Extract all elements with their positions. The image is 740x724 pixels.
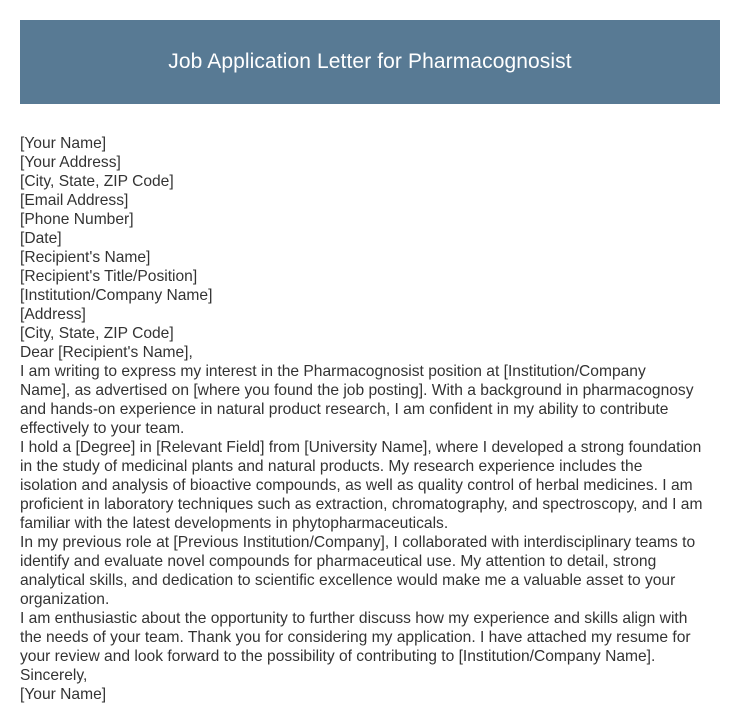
paragraph-line: effectively to your team. (20, 420, 185, 437)
paragraph-line: I am writing to express my interest in the Pharmacognosist position at [Institution/Company (20, 363, 646, 380)
page-title: Job Application Letter for Pharmacognosist (168, 50, 572, 73)
paragraph-line: and hands-on experience in natural product research, I am confident in my ability to contribute (20, 401, 669, 418)
sender-phone: [Phone Number] (20, 211, 134, 228)
sender-block (20, 134, 724, 248)
paragraph-line: your review and look forward to the possibility of contributing to [Institution/Company Name]. (20, 648, 656, 665)
recipient-title: [Recipient's Title/Position] (20, 268, 198, 285)
letter-date: [Date] (20, 230, 62, 247)
recipient-block (20, 248, 724, 343)
salutation: Dear [Recipient's Name], (20, 344, 193, 361)
letter-body (20, 134, 724, 704)
paragraph-line: analytical skills, and dedication to scientific excellence would make me a valuable asset to your (20, 572, 676, 589)
paragraph-line: isolation and analysis of bioactive compounds, as well as quality control of herbal medicines. I am (20, 477, 693, 494)
recipient-name: [Recipient's Name] (20, 249, 151, 266)
paragraph-line: in the study of medicinal plants and natural products. My research experience includes the (20, 458, 643, 475)
paragraph-line: In my previous role at [Previous Institution/Company], I collaborated with interdisciplinary teams to (20, 534, 696, 551)
sender-email: [Email Address] (20, 192, 129, 209)
paragraph-closing (20, 609, 724, 666)
paragraph-education (20, 438, 724, 533)
signature-name: [Your Name] (20, 686, 107, 703)
paragraph-line: proficient in laboratory techniques such as extraction, chromatography, and spectroscopy, and I am (20, 496, 703, 513)
recipient-city-state-zip: [City, State, ZIP Code] (20, 325, 174, 342)
paragraph-introduction (20, 362, 724, 438)
sender-city-state-zip: [City, State, ZIP Code] (20, 173, 174, 190)
paragraph-line: the needs of your team. Thank you for considering my application. I have attached my resume for (20, 629, 691, 646)
paragraph-line: Name], as advertised on [where you found the job posting]. With a background in pharmacognosy (20, 382, 694, 399)
sender-name: [Your Name] (20, 135, 107, 152)
recipient-organization: [Institution/Company Name] (20, 287, 213, 304)
paragraph-line: organization. (20, 591, 110, 608)
paragraph-line: familiar with the latest developments in phytopharmaceuticals. (20, 515, 449, 532)
recipient-address: [Address] (20, 306, 86, 323)
sender-address: [Your Address] (20, 154, 121, 171)
paragraph-line: I am enthusiastic about the opportunity to further discuss how my experience and skills align with (20, 610, 688, 627)
paragraph-line: I hold a [Degree] in [Relevant Field] from [University Name], where I developed a strong foundation (20, 439, 702, 456)
paragraph-experience (20, 533, 724, 609)
paragraph-line: identify and evaluate novel compounds for pharmaceutical use. My attention to detail, strong (20, 553, 657, 570)
closing-phrase: Sincerely, (20, 667, 88, 684)
title-banner (20, 20, 720, 104)
